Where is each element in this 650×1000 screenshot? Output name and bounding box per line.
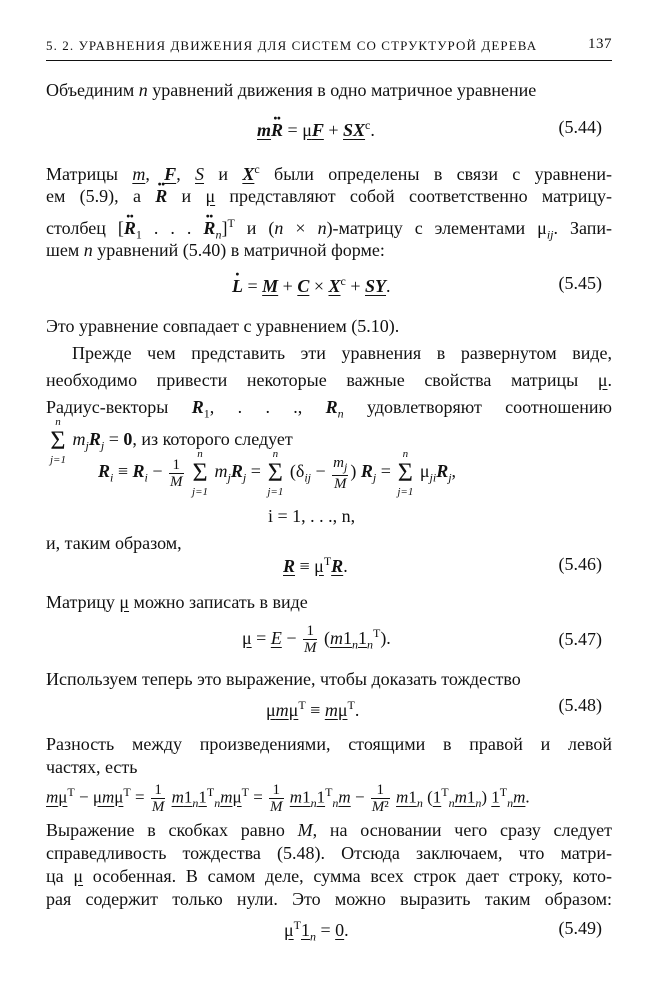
equation-5-48: $\mu m\mu^T \equiv m\mu^T$. (266, 698, 360, 720)
equation-difference: $m\mu^T - \mu m\mu^T$ = $\frac{1}{M}$ $m1_n1^T_nm\mu^T$ = $\frac{1}{M}$ $m1_n1^T_nm$ − $\frac{1}{\text{M²}}$ $m1_n$ $(1^T_nm1_n)$ $1^T_nm$. (46, 782, 530, 816)
paragraph-line: Выражение в скобках равно M, на основании чего сразу следует (46, 820, 613, 840)
paragraph-line: ца μ особенная. В самом деле, сумма всех строк дает строку, кото- (46, 866, 612, 886)
equation-5-47: μ = E − $\frac{1}{M}$ $(m1_n1_n^T)$. (242, 623, 391, 657)
equation-5-49: $\mu^T1_n = 0$. (284, 918, 349, 944)
paragraph-line: ем (5.9), а ·· R и μ представляют собой соответственно матрицу- (46, 185, 612, 207)
equation-number: (5.46) (558, 554, 602, 574)
paragraph-line: Это уравнение совпадает с уравнением (5.10). (46, 316, 400, 336)
equation-number: (5.44) (558, 117, 602, 137)
paragraph-line: Разность между произведениями, стоящими в правой и левой (46, 734, 612, 754)
paragraph-line: рая содержит только нули. Это можно выразить таким образом: (46, 889, 612, 909)
paragraph-line: Матрицу μ можно записать в виде (46, 592, 308, 612)
paragraph-line: необходимо привести некоторые важные свойства матрицы μ. (46, 370, 612, 390)
equation-5-45: · $L = M + C \times X^c$ + SY. (232, 270, 391, 297)
relation-line: n Σ j=1 $m_jR_j = 0$, из которого следует (50, 416, 293, 466)
equation-5-46: $R \equiv \mu^TR$. (283, 554, 348, 576)
equation-number: (5.49) (558, 918, 602, 938)
paragraph-line: Прежде чем представить эти уравнения в развернутом виде, (72, 343, 612, 363)
equation-number: (5.48) (558, 695, 602, 715)
paragraph-line: Радиус-векторы $R_1$, . . ., $R_n$ удовлетворяют соотношению (46, 397, 612, 421)
equation-number: (5.47) (558, 629, 602, 649)
page-number: 137 (588, 36, 612, 52)
running-title: 5. 2. УРАВНЕНИЯ ДВИЖЕНИЯ ДЛЯ СИСТЕМ СО СТРУКТУРОЙ ДЕРЕВА (46, 38, 538, 53)
equation-5-44: $m\cdot\cdot R = \mu F + SX^c$. (257, 114, 375, 141)
paragraph-line: справедливость тождества (5.48). Отсюда заключаем, что матри- (46, 843, 612, 863)
running-header (46, 34, 612, 61)
paragraph-line: частях, есть (46, 757, 138, 777)
paragraph-line: Используем теперь это выражение, чтобы доказать тождество (46, 669, 521, 689)
equation-sum: $R_i \equiv R_i$ − $\frac{1}{M}$ n Σ j=1 $m_jR_j$ = n Σ j=1 ($\delta_{ij}$ − $\frac{m_j}{M}$ ) $R_j$ = n Σ j=1 $\mu_{ji}R_j$, (98, 448, 457, 498)
paragraph-line: столбец [·· $R_1$ . . . ·· $R_n]^T$ и (n × n)-матрицу с элементами $\mu_{ij}$. Запи- (46, 212, 612, 246)
paragraph-line: Объединим n уравнений движения в одно матричное уравнение (46, 80, 537, 100)
paragraph-line: и, таким образом, (46, 533, 182, 553)
equation-number: (5.45) (558, 273, 602, 293)
paragraph-line: Матрицы m, F, S и $X^c$ были определены в связи с уравнени- (46, 162, 612, 184)
equation-index: i = 1, . . ., n, (268, 506, 356, 526)
paragraph-line: шем n уравнений (5.40) в матричной форме: (46, 240, 385, 260)
